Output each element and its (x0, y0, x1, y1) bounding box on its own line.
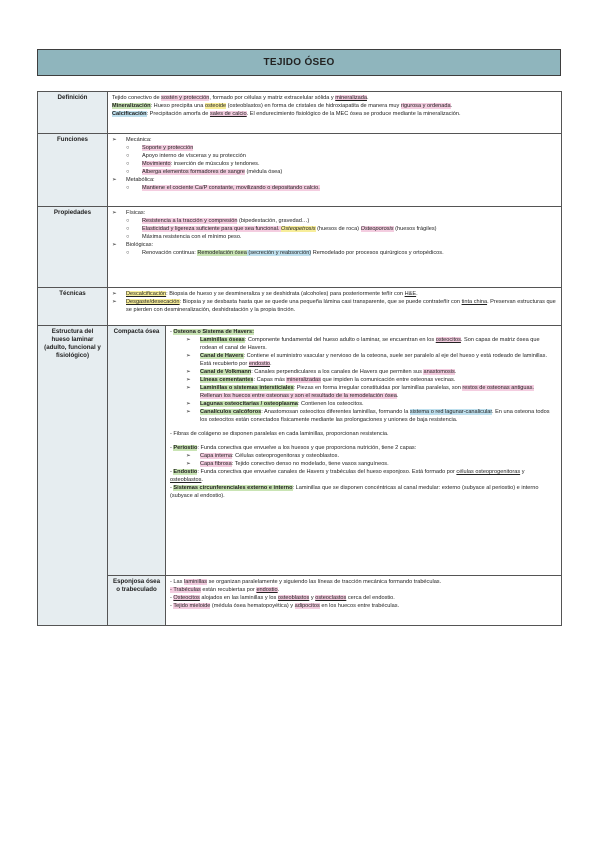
text-segment: osteoclastos (315, 595, 347, 601)
osteona-title: Osteona o Sistema de Havers: (173, 329, 254, 335)
periostio-text (170, 444, 557, 452)
text-segment: - (170, 445, 174, 451)
text-segment: endostio (248, 361, 270, 367)
fibras-text: - Fibras de colágeno se disponen paralelas en cada laminillas, proporcionan resistencia. (170, 431, 389, 437)
list-item (170, 352, 557, 368)
row-funciones (38, 134, 562, 207)
list-item-text (170, 586, 557, 594)
text-segment: células osteoprogenitoras (456, 469, 521, 475)
funciones-metabolica (112, 176, 557, 184)
list-item (170, 408, 557, 424)
text-segment: : Contiene el suministro vascular y nervioso de la osteona, suele ser paralelo al eje del hueso y está rodeado de laminillas. Está recubierto por (200, 353, 548, 367)
label-estructura: Estructura del hueso laminar (adulto, funcional y fisiológico) (38, 326, 108, 626)
text-segment: . (201, 477, 203, 483)
text-segment: . (269, 361, 272, 367)
cell-compacta (166, 326, 562, 576)
list-item-text (142, 168, 282, 176)
text-segment: : Laminillas que se disponen concéntricas al canal medular: externo (subyace al periostio) e interno (subyace al endostio). (170, 485, 539, 499)
list-item-text (200, 384, 557, 400)
text-segment: en los huecos entre trabéculas. (319, 603, 400, 609)
circle-bullet-icon: ○ (126, 226, 130, 232)
row-propiedades (38, 207, 562, 288)
circle-bullet-icon: ○ (126, 161, 130, 167)
text-segment: : Biopsia de hueso y se desmineraliza y se deshidrata (alcoholes) para posteriormente teñir con (166, 291, 405, 297)
list-item (170, 452, 557, 460)
text-segment: Laminillas óseas (200, 337, 245, 343)
text-segment: (osteoblastos) en forma de cristales de hidroxiapatita de manera muy (226, 103, 401, 109)
list-item-text (200, 376, 455, 384)
arrow-bullet-icon: ➢ (186, 401, 191, 407)
text-segment: : Biopsia y se desbasta hasta que se quede una pequeña lámina casi transparente, que se puede contrateñir con (179, 299, 462, 305)
list-item (170, 336, 557, 352)
arrow-bullet-icon: ➢ (186, 453, 191, 459)
text-segment: : Capas más (253, 377, 287, 383)
list-item (112, 168, 557, 176)
content-table (37, 91, 562, 626)
text-segment: - Trabéculas (170, 587, 201, 593)
text-segment: . El endurecimiento fisiológico de la MEC ósea se produce mediante la mineralización. (246, 111, 461, 117)
text-segment: anastomosis (423, 369, 455, 375)
arrow-bullet-icon: ➢ (112, 210, 117, 216)
text-segment: . (454, 369, 457, 375)
text-segment: Soporte y protección (142, 145, 194, 151)
text-segment: Sistemas circunferenciales externo e interno (173, 485, 293, 491)
list-item-text (170, 578, 557, 586)
list-item-text (142, 184, 320, 192)
list-item (112, 144, 557, 152)
text-segment: rigurosa y ordenada (400, 103, 451, 109)
sistemas-text (170, 484, 557, 500)
text-segment: Elasticidad y ligereza suficiente para que sea funcional. (142, 226, 281, 232)
text-segment: Calcificación (112, 111, 147, 117)
text-segment: Renovación continua: (142, 250, 198, 256)
text-segment: sostén y protección (161, 95, 210, 101)
propiedades-biologicas (112, 241, 557, 249)
text-segment: osteoblastos (277, 595, 310, 601)
arrow-bullet-icon: ➢ (112, 242, 117, 248)
text-segment: Canalículos calcóforos (200, 409, 262, 415)
text-segment: están recubiertas por (200, 587, 257, 593)
text-segment: . (366, 95, 369, 101)
arrow-bullet-icon: ➢ (186, 409, 191, 415)
text-segment: Descalcificación (126, 291, 167, 297)
text-segment: Apoyo interno de vísceras y su protección (142, 153, 246, 159)
text-segment: : Células osteoprogenitoras y osteoblastos. (232, 453, 339, 459)
text-segment: : Componente fundamental del hueso adulto o laminar, se encuentran en los (244, 337, 436, 343)
text-segment: Laminillas o sistemas intersticiales (200, 385, 294, 391)
label-tecnicas: Técnicas (38, 288, 108, 326)
cell-tecnicas (108, 288, 562, 326)
text-segment: - (170, 595, 174, 601)
text-segment: osteoblastos (170, 477, 202, 483)
text-segment: Osteoporosis (360, 226, 394, 232)
arrow-bullet-icon: ➢ (186, 353, 191, 359)
arrow-bullet-icon: ➢ (112, 177, 117, 183)
list-item-text (142, 233, 241, 241)
text-segment: : Funda conectiva que envuelve a los huesos y que proporciona nutrición, tiene 2 capas: (197, 445, 417, 451)
text-segment: mineralizada (335, 95, 367, 101)
list-item-text (200, 400, 364, 408)
definicion-line (112, 110, 557, 118)
text-segment: que impiden la comunicación entre osteonas vecinas. (320, 377, 456, 383)
list-item-text (200, 336, 557, 352)
text-segment: . (277, 587, 280, 593)
text-segment: Desgaste/desecación (126, 299, 180, 305)
circle-bullet-icon: ○ (126, 153, 130, 159)
text-segment: Mantiene el cociente Ca/P constante, movilizando o depositando calcio. (142, 185, 320, 191)
text-segment: Alberga elementos formadores de sangre (142, 169, 245, 175)
text-segment: y (520, 469, 525, 475)
cell-esponjosa (166, 576, 562, 626)
circle-bullet-icon: ○ (126, 250, 130, 256)
page (37, 49, 561, 626)
text-segment: adipocitos (294, 603, 320, 609)
row-tecnicas (38, 288, 562, 326)
list-item-text (142, 144, 193, 152)
list-item-text (142, 217, 309, 225)
circle-bullet-icon: ○ (126, 218, 130, 224)
list-item (170, 460, 557, 468)
list-item-text (200, 352, 557, 368)
list-item-text (126, 290, 418, 298)
text-segment: Lagunas osteocitarias / osteoplasma (200, 401, 298, 407)
arrow-bullet-icon: ➢ (186, 385, 191, 391)
list-item-text (142, 249, 444, 257)
text-segment: sistema o red lagunar-canalicular (409, 409, 492, 415)
text-segment: laminillas (184, 579, 208, 585)
text-segment: : Piezas en forma irregular constituidas por laminillas paralelas, son (293, 385, 463, 391)
mecanica-heading: Mecánica: (126, 137, 152, 143)
list-item (112, 152, 557, 160)
text-segment: . En una osteona todos los osteocitos están conectados físicamente mediante las prolongaciones y uniones de baja resistencia. (200, 409, 550, 423)
list-item-text (142, 160, 260, 168)
text-segment: y (309, 595, 316, 601)
cell-funciones (108, 134, 562, 207)
circle-bullet-icon: ○ (126, 234, 130, 240)
text-segment: Máxima resistencia con el mínimo peso. (142, 234, 242, 240)
list-item (112, 290, 557, 298)
arrow-bullet-icon: ➢ (186, 461, 191, 467)
list-item (170, 368, 557, 376)
text-segment: : Canales perpendiculares a los canales de Havers que permiten sus (251, 369, 424, 375)
label-funciones: Funciones (38, 134, 108, 207)
text-segment: Capa interna (200, 453, 233, 459)
text-segment: (huesos frágiles) (393, 226, 437, 232)
osteona-heading: - Osteona o Sistema de Havers: (170, 329, 254, 335)
text-segment: Remodelado por procesos quirúrgicos y ortopédicos. (311, 250, 444, 256)
list-item-text (200, 408, 557, 424)
fisicas-heading: Físicas: (126, 210, 146, 216)
text-segment: Remodelación ósea (197, 250, 247, 256)
list-item-text (142, 225, 436, 233)
row-compacta (38, 326, 562, 576)
list-item (112, 217, 557, 225)
definicion-line (112, 94, 557, 102)
text-segment: (médula ósea) (244, 169, 283, 175)
text-segment: - (170, 603, 174, 609)
text-segment: : Hueso precipita una (150, 103, 205, 109)
text-segment: - (170, 485, 174, 491)
label-esponjosa: Esponjosa ósea o trabeculado (108, 576, 166, 626)
text-segment: (secreción y reabsorción) (246, 250, 312, 256)
text-segment: Osteocitos (173, 595, 200, 601)
label-propiedades: Propiedades (38, 207, 108, 288)
list-item (112, 184, 557, 192)
text-segment: . (450, 103, 453, 109)
text-segment: . Son capas de matriz ósea que rodean el canal de Havers. (200, 337, 540, 351)
circle-bullet-icon: ○ (126, 145, 130, 151)
list-item-text (200, 460, 389, 468)
text-segment: Endostio (173, 469, 198, 475)
list-item (112, 160, 557, 168)
list-item (170, 384, 557, 400)
list-item-text (126, 298, 557, 314)
text-segment: se organizan paralelamente y siguiendo las líneas de tracción mecánica formando trabéculas. (207, 579, 442, 585)
list-item (112, 249, 557, 257)
row-esponjosa (38, 576, 562, 626)
funciones-mecanica (112, 136, 557, 144)
text-segment: (médula ósea hematopoyética) y (210, 603, 295, 609)
text-segment: (huesos de roca) (315, 226, 361, 232)
list-item (112, 233, 557, 241)
text-segment: : Funda conectiva que envuelve canales de Havers y trabéculas del hueso esponjoso. Está formado por (197, 469, 457, 475)
endostio-text (170, 468, 557, 484)
text-segment: mineralizadas (286, 377, 321, 383)
arrow-bullet-icon: ➢ (186, 337, 191, 343)
arrow-bullet-icon: ➢ (186, 369, 191, 375)
text-segment: : Tejido conectivo denso no modelado, tiene vasos sanguíneos. (231, 461, 389, 467)
text-segment: sales de calcio (209, 111, 247, 117)
text-segment: Movimiento (142, 161, 171, 167)
text-segment: Mineralización (112, 103, 151, 109)
arrow-bullet-icon: ➢ (186, 377, 191, 383)
row-definicion (38, 92, 562, 134)
circle-bullet-icon: ○ (126, 185, 130, 191)
label-compacta: Compacta ósea (108, 326, 166, 576)
text-segment: (bipedestación, gravedad…) (237, 218, 310, 224)
text-segment: Canal de Havers (200, 353, 244, 359)
text-segment: . (416, 291, 418, 297)
text-segment: restos de osteonas antiguas. Rellenan los huecos entre osteonas y son el resultado de la remodelación ósea (200, 385, 534, 399)
page-title-text: TEJIDO ÓSEO (263, 57, 335, 68)
text-segment: tinta china (461, 299, 488, 305)
cell-definicion (108, 92, 562, 134)
text-segment: - Las (170, 579, 184, 585)
text-segment: Canal de Volkmann (200, 369, 252, 375)
biologicas-heading: Biológicas: (126, 242, 154, 248)
definicion-line (112, 102, 557, 110)
list-item-text (170, 594, 557, 602)
text-segment: : inserción de músculos y tendones. (170, 161, 260, 167)
text-segment: H&E (404, 291, 417, 297)
arrow-bullet-icon: ➢ (112, 291, 117, 297)
circle-bullet-icon: ○ (126, 169, 130, 175)
text-segment: Osteopetrosis (281, 226, 316, 232)
text-segment: Resistencia a la tracción y compresión (142, 218, 238, 224)
arrow-bullet-icon: ➢ (112, 299, 117, 305)
metabolica-heading: Metabólica: (126, 177, 155, 183)
list-item-text (200, 368, 456, 376)
text-segment: - (170, 469, 174, 475)
list-item (170, 376, 557, 384)
page-title (37, 49, 561, 76)
text-segment: osteocitos (435, 337, 461, 343)
text-segment: . Preservan estructuras que se pierden con desmineralización, deshidratación y la propia tinción. (126, 299, 556, 313)
text-segment: Capa fibrosa (200, 461, 232, 467)
text-segment: Líneas cementantes (200, 377, 254, 383)
text-segment: Tejido mieloide (173, 603, 211, 609)
propiedades-fisicas (112, 209, 557, 217)
text-segment: Tejido conectivo de (112, 95, 162, 101)
list-item (170, 400, 557, 408)
text-segment: Periostio (173, 445, 198, 451)
arrow-bullet-icon: ➢ (112, 137, 117, 143)
text-segment: : Anastomosan osteocitos diferentes laminillas, formando la (261, 409, 410, 415)
text-segment: alojados en las laminillas y los (199, 595, 278, 601)
list-item-text (200, 452, 339, 460)
list-item (112, 298, 557, 314)
cell-propiedades (108, 207, 562, 288)
text-segment: . (396, 393, 399, 399)
label-definicion: Definición (38, 92, 108, 134)
list-item (112, 225, 557, 233)
text-segment: : Contienen los osteocitos. (297, 401, 364, 407)
text-segment: endostio (256, 587, 278, 593)
text-segment: cerca del endostio. (346, 595, 395, 601)
list-item-text (142, 152, 246, 160)
text-segment: , formado por células y matriz extracelular sólida y (209, 95, 336, 101)
text-segment: osteoide (204, 103, 227, 109)
text-segment: : Precipitación amorfa de (146, 111, 210, 117)
list-item-text (170, 602, 557, 610)
